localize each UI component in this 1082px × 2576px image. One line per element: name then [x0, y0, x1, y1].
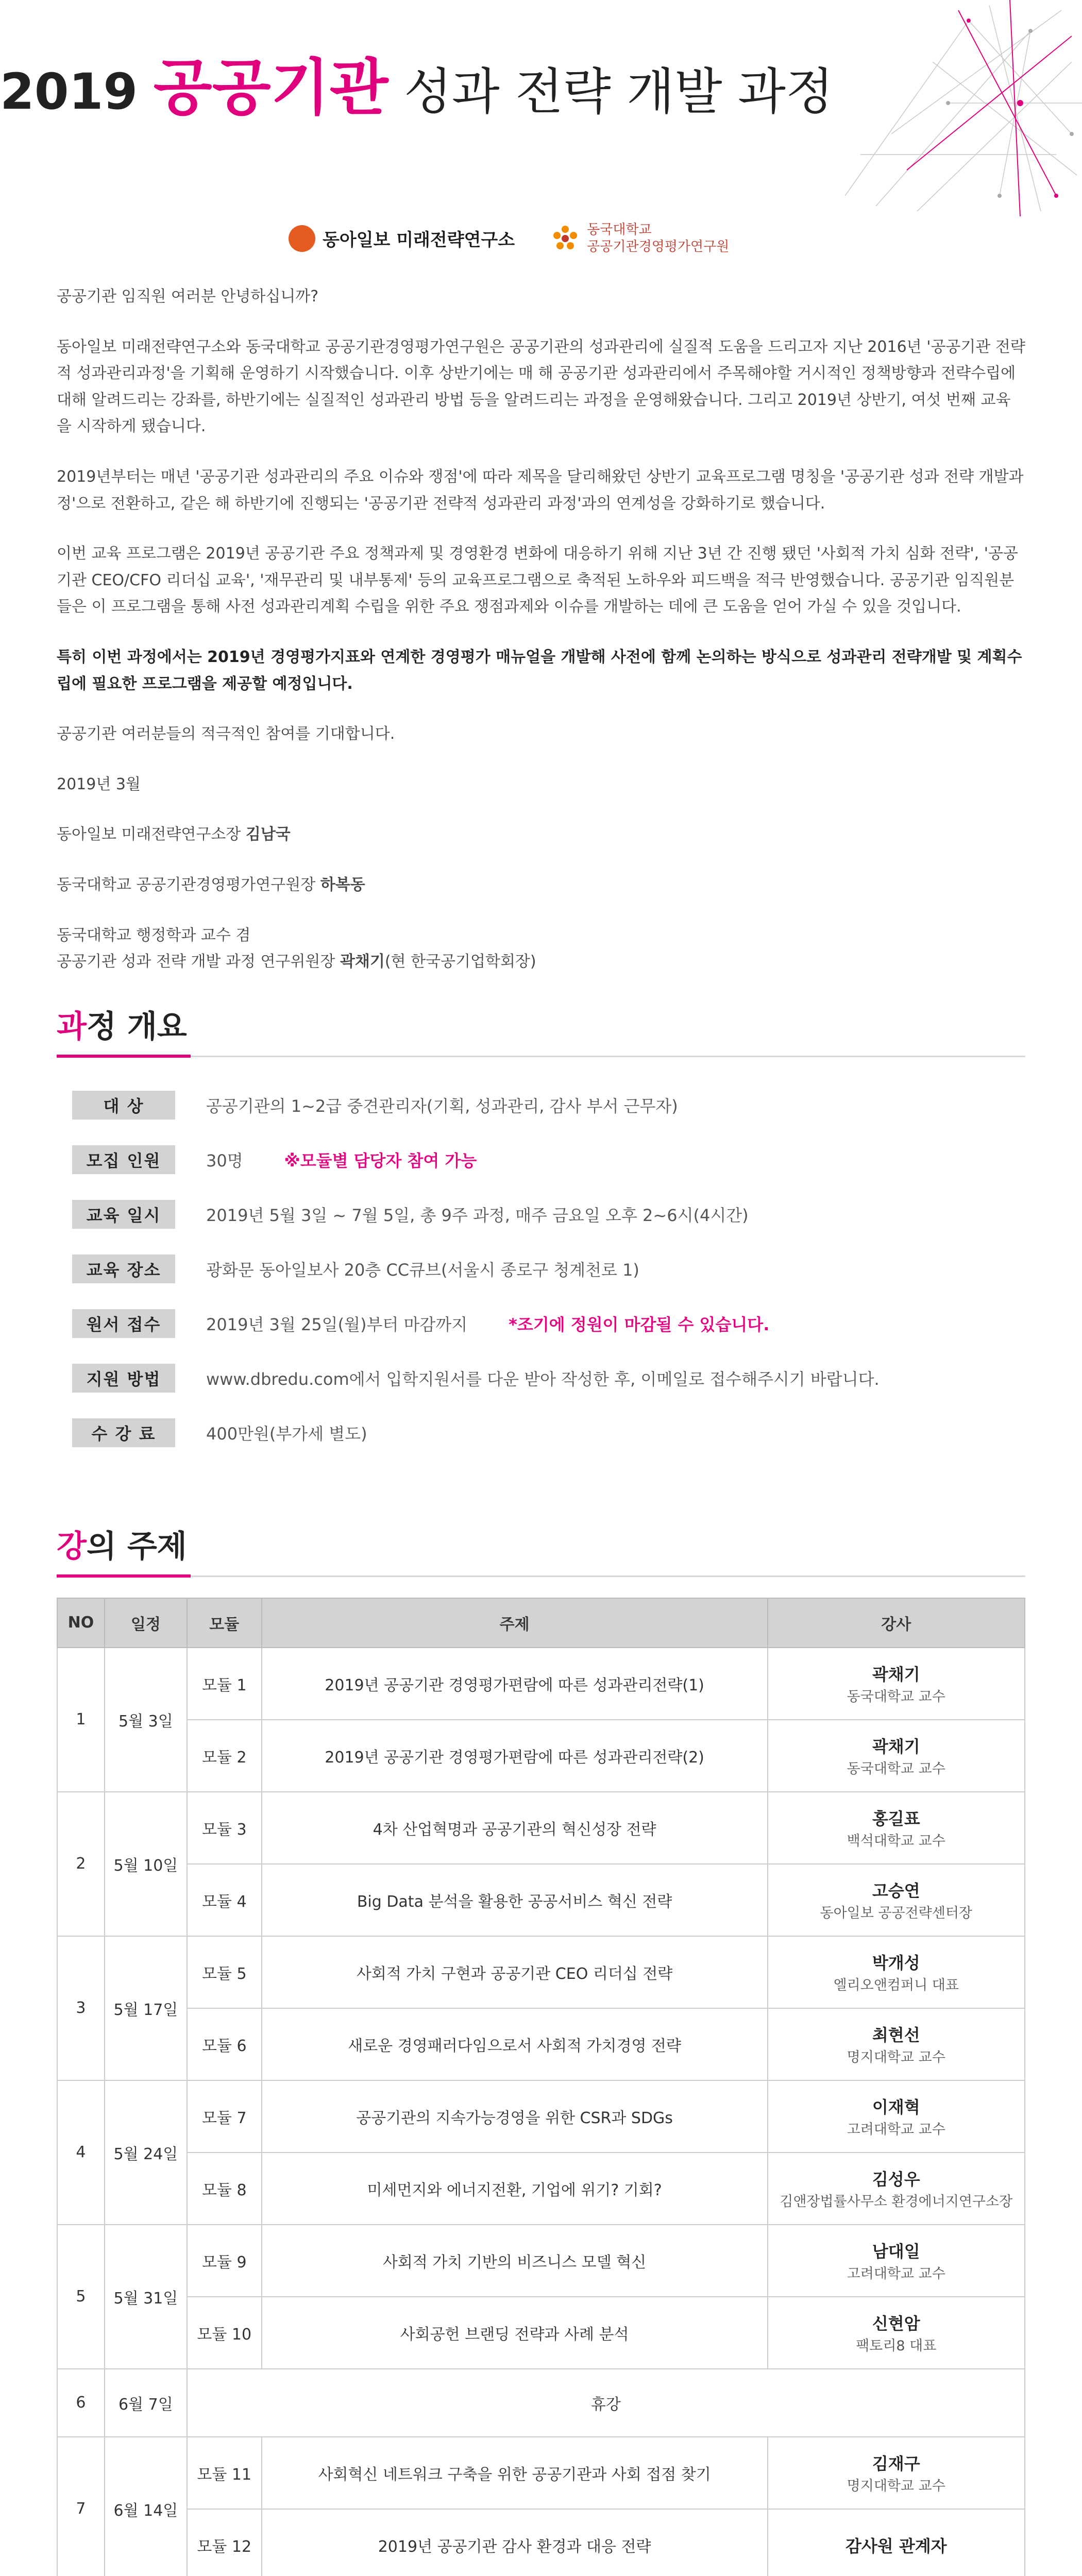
lecturer-cell	[768, 1720, 1025, 1792]
table-row	[57, 1864, 1025, 1936]
lecturer-name: 감사원 관계자	[845, 2536, 947, 2556]
title-highlight: 공공기관	[153, 52, 388, 123]
dongguk-logo-line2: 공공기관경영평가연구원	[587, 239, 730, 255]
table-row	[57, 2008, 1025, 2080]
signature-2	[57, 872, 1025, 899]
lecturer-affiliation: 동국대학교 교수	[847, 1761, 945, 1777]
table-row	[57, 1720, 1025, 1792]
week-no: 7	[57, 2437, 105, 2576]
dongguk-logo	[551, 222, 729, 255]
heading-divider	[57, 1575, 1025, 1577]
dongguk-mark-icon	[551, 224, 580, 253]
signature-name: 하복동	[320, 875, 365, 894]
lecturer-affiliation: 명지대학교 교수	[847, 2478, 945, 2495]
week-date: 6월 7일	[105, 2369, 187, 2437]
table-row	[57, 1936, 1025, 2008]
lecturer-name: 신현암	[872, 2314, 920, 2334]
heading-rest: 의 주제	[86, 1528, 187, 1565]
lecturer-cell	[768, 2437, 1025, 2509]
overview-note: *조기에 정원이 마감될 수 있습니다.	[509, 1314, 770, 1334]
lecturer-cell	[768, 2225, 1025, 2297]
module-cell: 모듈 10	[187, 2297, 262, 2369]
lecturer-affiliation: 고려대학교 교수	[847, 2122, 945, 2138]
intro-letter	[0, 278, 1082, 975]
title-rest: 성과 전략 개발 과정	[404, 63, 834, 121]
overview-row	[72, 1296, 1020, 1351]
module-cell: 모듈 5	[187, 1936, 262, 2008]
table-row	[57, 2297, 1025, 2369]
lecturer-cell	[768, 2080, 1025, 2153]
lecturer-name: 홍길표	[872, 1809, 920, 1829]
heading-accent: 과	[57, 1008, 87, 1045]
lecturer-name: 곽채기	[872, 1737, 920, 1757]
overview-value: 400만원(부가세 별도)	[206, 1423, 367, 1444]
overview-value: 공공기관의 1~2급 중견관리자(기획, 성과관리, 감사 부서 근무자)	[206, 1096, 678, 1116]
topic-cell: 2019년 공공기관 경영평가편람에 따른 성과관리전략(1)	[262, 1648, 768, 1720]
lecturer-cell	[768, 1792, 1025, 1864]
overview-row	[72, 1078, 1020, 1132]
module-cell: 모듈 3	[187, 1792, 262, 1864]
lecturer-cell	[768, 2509, 1025, 2576]
week-date: 5월 31일	[105, 2225, 187, 2369]
week-date: 5월 10일	[105, 1792, 187, 1936]
overview-list	[0, 1057, 1082, 1460]
module-cell: 모듈 2	[187, 1720, 262, 1792]
overview-row	[72, 1405, 1020, 1460]
week-no: 2	[57, 1792, 105, 1936]
module-cell: 모듈 9	[187, 2225, 262, 2297]
lecturer-affiliation: 엘리오앤컴퍼니 대표	[833, 1977, 959, 1994]
letter-greeting: 공공기관 임직원 여러분 안녕하십니까?	[57, 287, 319, 306]
lecturer-affiliation: 팩토리8 대표	[856, 2338, 937, 2354]
network-decoration-icon	[814, 0, 1082, 216]
letter-paragraph: 동아일보 미래전략연구소와 동국대학교 공공기관경영평가연구원은 공공기관의 성과관리에 실질적 도움을 드리고자 지난 2016년 '공공기관 전략적 성과관리과정'을 기획해 운영하기 시작했습니다. 이후 상반기에는 매 해 공공기관 성과관리에서 주목해야할 거시적인 정책방향과 전략수립에 대해 알려드리는 강좌를, 하반기에는 실질적인 성과관리 방법 등을 알려드리는 과정을 운영해왔습니다. 그리고 2019년 상반기, 여섯 번째 교육을 시작하게 됐습니다.	[57, 337, 1025, 436]
signature-1	[57, 821, 1025, 848]
lecturer-affiliation: 동아일보 공공전략센터장	[820, 1905, 972, 1922]
page-title	[0, 39, 834, 126]
signature-role: 동국대학교 공공기관경영평가연구원장	[57, 875, 316, 894]
col-header-date: 일정	[105, 1598, 187, 1648]
header-banner	[0, 0, 1082, 278]
heading-rest: 정 개요	[86, 1008, 187, 1045]
topic-cell: Big Data 분석을 활용한 공공서비스 혁신 전략	[262, 1864, 768, 1936]
heading-accent: 강	[57, 1528, 87, 1565]
topic-cell: 공공기관의 지속가능경영을 위한 CSR과 SDGs	[262, 2080, 768, 2153]
schedule-heading	[57, 1522, 1025, 1575]
module-cell: 모듈 11	[187, 2437, 262, 2509]
lecturer-name: 김성우	[872, 2170, 920, 2190]
module-cell: 모듈 1	[187, 1648, 262, 1720]
table-row	[57, 2437, 1025, 2509]
lecturer-name: 고승연	[872, 1881, 920, 1901]
overview-value: 2019년 3월 25일(월)부터 마감까지	[206, 1314, 468, 1334]
col-header-no: NO	[57, 1598, 105, 1648]
topic-cell: 2019년 공공기관 경영평가편람에 따른 성과관리전략(2)	[262, 1720, 768, 1792]
overview-value: www.dbredu.com에서 입학지원서를 다운 받아 작성한 후, 이메일로 접수해주시기 바랍니다.	[206, 1369, 880, 1389]
week-date: 6월 14일	[105, 2437, 187, 2576]
overview-label: 원서 접수	[72, 1309, 175, 1338]
overview-label: 교육 장소	[72, 1255, 175, 1283]
week-date: 5월 24일	[105, 2080, 187, 2225]
holiday-cell: 휴강	[187, 2369, 1025, 2437]
topic-cell: 사회공헌 브랜딩 전략과 사례 분석	[262, 2297, 768, 2369]
topic-cell: 2019년 공공기관 감사 환경과 대응 전략	[262, 2509, 768, 2576]
lecturer-cell	[768, 1648, 1025, 1720]
lecturer-cell	[768, 1864, 1025, 1936]
lecturer-name: 곽채기	[872, 1665, 920, 1685]
overview-value: 광화문 동아일보사 20층 CC큐브(서울시 종로구 청계천로 1)	[206, 1260, 639, 1280]
lecturer-name: 최현선	[872, 2025, 920, 2045]
table-row	[57, 1648, 1025, 1720]
lecturer-affiliation: 고려대학교 교수	[847, 2266, 945, 2282]
overview-value: 2019년 5월 3일 ~ 7월 5일, 총 9주 과정, 매주 금요일 오후 2~6시(4시간)	[206, 1205, 749, 1225]
letter-paragraph: 이번 교육 프로그램은 2019년 공공기관 주요 정책과제 및 경영환경 변화에 대응하기 위해 지난 3년 간 진행 됐던 '사회적 가치 심화 전략', '공공기관 CEO/CFO 리더십 교육', '재무관리 및 내부통제' 등의 교육프로그램으로 축적된 노하우와 피드백을 적극 반영했습니다. 공공기관 임직원분들은 이 프로그램을 통해 사전 성과관리계획 수립을 위한 주요 쟁점과제와 이슈를 개발하는 데에 큰 도움을 얻어 가실 수 있을 것입니다.	[57, 545, 1018, 616]
lecturer-affiliation: 동국대학교 교수	[847, 1689, 945, 1705]
col-header-lecturer: 강사	[768, 1598, 1025, 1648]
logo-row	[289, 222, 729, 255]
lecturer-cell	[768, 2008, 1025, 2080]
topic-cell: 4차 산업혁명과 공공기관의 혁신성장 전략	[262, 1792, 768, 1864]
lecturer-name: 이재혁	[872, 2097, 920, 2117]
table-row	[57, 2225, 1025, 2297]
module-cell: 모듈 8	[187, 2153, 262, 2225]
overview-row	[72, 1187, 1020, 1242]
week-no: 5	[57, 2225, 105, 2369]
lecturer-name: 남대일	[872, 2242, 920, 2262]
divider-accent	[57, 1574, 191, 1578]
week-no: 6	[57, 2369, 105, 2437]
module-cell: 모듈 7	[187, 2080, 262, 2153]
overview-note: ※모듈별 담당자 참여 가능	[284, 1150, 477, 1171]
overview-label: 수 강 료	[72, 1418, 175, 1447]
donga-mark-icon	[289, 225, 315, 252]
signature-name: 김남국	[245, 825, 291, 844]
lecturer-cell	[768, 1936, 1025, 2008]
week-date: 5월 3일	[105, 1648, 187, 1792]
overview-label: 대 상	[72, 1091, 175, 1120]
module-cell: 모듈 4	[187, 1864, 262, 1936]
week-no: 1	[57, 1648, 105, 1792]
module-cell: 모듈 12	[187, 2509, 262, 2576]
signature-role: 동국대학교 행정학과 교수 겸	[57, 926, 251, 944]
overview-value: 30명	[206, 1150, 243, 1171]
overview-row	[72, 1132, 1020, 1187]
table-row	[57, 2369, 1025, 2437]
dongguk-logo-line1: 동국대학교	[587, 222, 652, 238]
letter-date: 2019년 3월	[57, 775, 141, 793]
overview-heading	[57, 1002, 1025, 1056]
lecturer-cell	[768, 2297, 1025, 2369]
week-no: 4	[57, 2080, 105, 2225]
lecturer-affiliation: 김앤장법률사무소 환경에너지연구소장	[780, 2194, 1013, 2210]
topic-cell: 미세먼지와 에너지전환, 기업에 위기? 기회?	[262, 2153, 768, 2225]
overview-label: 교육 일시	[72, 1200, 175, 1229]
signature-3	[57, 922, 1025, 975]
table-header-row	[57, 1598, 1025, 1648]
overview-label: 지원 방법	[72, 1364, 175, 1393]
letter-highlight-paragraph: 특히 이번 과정에서는 2019년 경영평가지표와 연계한 경영평가 매뉴얼을 개발해 사전에 함께 논의하는 방식으로 성과관리 전략개발 및 계획수립에 필요한 프로그램을 제공할 예정입니다.	[57, 648, 1022, 693]
donga-logo-text: 동아일보 미래전략연구소	[323, 230, 515, 250]
module-cell: 모듈 6	[187, 2008, 262, 2080]
table-row	[57, 1792, 1025, 1864]
overview-row	[72, 1242, 1020, 1296]
topic-cell: 사회혁신 네트워크 구축을 위한 공공기관과 사회 접점 찾기	[262, 2437, 768, 2509]
topic-cell: 새로운 경영패러다임으로서 사회적 가치경영 전략	[262, 2008, 768, 2080]
overview-label: 모집 인원	[72, 1145, 175, 1174]
signature-role: 동아일보 미래전략연구소장	[57, 825, 241, 844]
col-header-topic: 주제	[262, 1598, 768, 1648]
donga-logo	[289, 225, 515, 252]
signature-note: (현 한국공기업학회장)	[384, 953, 536, 971]
lecturer-cell	[768, 2153, 1025, 2225]
week-no: 3	[57, 1936, 105, 2080]
table-row	[57, 2509, 1025, 2576]
divider-accent	[57, 1055, 191, 1058]
signature-role: 공공기관 성과 전략 개발 과정 연구위원장	[57, 953, 335, 971]
topic-cell: 사회적 가치 구현과 공공기관 CEO 리더십 전략	[262, 1936, 768, 2008]
lecturer-name: 박개성	[872, 1953, 920, 1973]
title-year: 2019	[0, 63, 138, 121]
table-row	[57, 2080, 1025, 2153]
letter-paragraph: 2019년부터는 매년 '공공기관 성과관리의 주요 이슈와 쟁점'에 따라 제목을 달리해왔던 상반기 교육프로그램 명칭을 '공공기관 성과 전략 개발과정'으로 전환하고, 같은 해 하반기에 진행되는 '공공기관 전략적 성과관리 과정'과의 연계성을 강화하기로 했습니다.	[57, 467, 1024, 513]
col-header-module: 모듈	[187, 1598, 262, 1648]
week-date: 5월 17일	[105, 1936, 187, 2080]
signature-name: 곽채기	[340, 953, 385, 971]
letter-closing: 공공기관 여러분들의 적극적인 참여를 기대합니다.	[57, 725, 395, 743]
lecturer-name: 김재구	[872, 2454, 920, 2474]
lecturer-affiliation: 명지대학교 교수	[847, 2049, 945, 2066]
topic-cell: 사회적 가치 기반의 비즈니스 모델 혁신	[262, 2225, 768, 2297]
schedule-table	[57, 1598, 1025, 2576]
lecturer-affiliation: 백석대학교 교수	[847, 1833, 945, 1850]
overview-row	[72, 1351, 1020, 1405]
table-row	[57, 2153, 1025, 2225]
